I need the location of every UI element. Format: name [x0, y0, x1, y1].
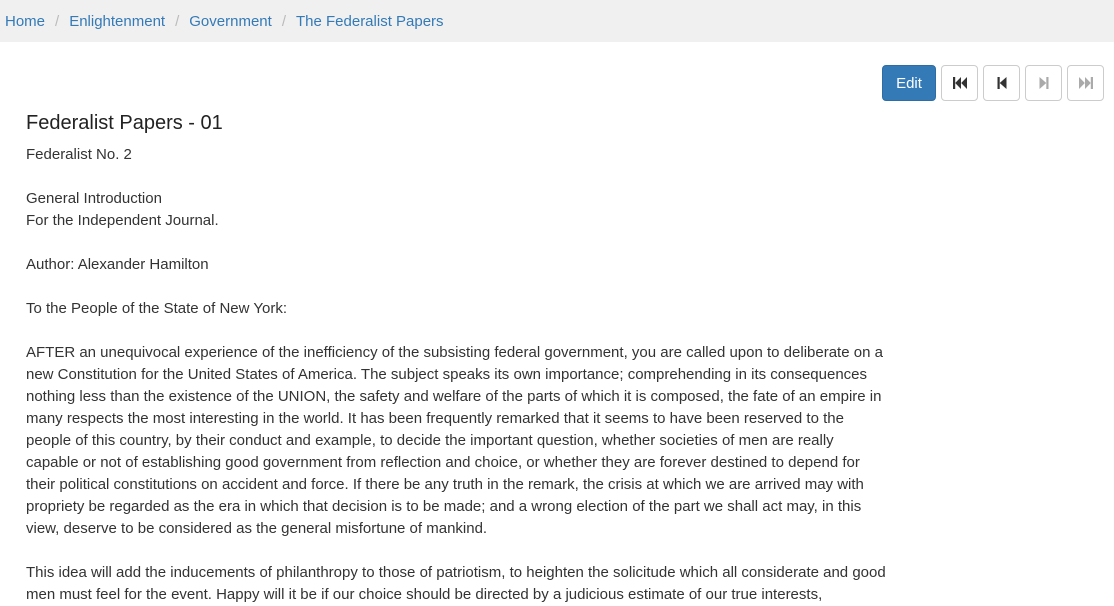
- skip-to-last-icon: [1078, 76, 1094, 90]
- breadcrumb-separator: /: [175, 12, 180, 30]
- paragraph-line: view, deserve to be considered as the general misfortune of mankind.: [26, 520, 488, 537]
- paragraph-line: This idea will add the inducements of philanthropy to those of patriotism, to heighten the solicitude which all considerate and good: [26, 564, 886, 581]
- paragraph-line: people of this country, by their conduct and example, to decide the important question, whether societies of men are really: [26, 432, 834, 449]
- breadcrumb-government[interactable]: Government: [189, 12, 272, 30]
- previous-page-button[interactable]: [983, 65, 1020, 101]
- document-content: [26, 110, 906, 606]
- author-line: Author: Alexander Hamilton: [26, 256, 209, 273]
- breadcrumb-enlightenment[interactable]: Enlightenment: [69, 12, 166, 30]
- paragraph-line: new Constitution for the United States of America. The subject speaks its own importance; comprehending in its consequences: [26, 366, 868, 383]
- intro-line: General Introduction: [26, 190, 162, 207]
- last-page-button[interactable]: [1067, 65, 1104, 101]
- paragraph-line: propriety be regarded as the era in which that decision is to be made; and a wrong election of the part we shall act may, in this: [26, 498, 862, 515]
- breadcrumb-federalist-papers[interactable]: The Federalist Papers: [295, 12, 444, 30]
- skip-to-first-icon: [952, 76, 968, 90]
- breadcrumb-separator: /: [281, 12, 286, 30]
- paragraph-line: many respects the most interesting in the world. It has been frequently remarked that it seems to have been reserved to the: [26, 410, 844, 427]
- next-page-button[interactable]: [1025, 65, 1062, 101]
- first-page-button[interactable]: [941, 65, 978, 101]
- breadcrumb: [0, 0, 1114, 42]
- page-title: Federalist Papers - 01: [26, 112, 223, 134]
- paragraph-line: nothing less than the existence of the UNION, the safety and welfare of the parts of which it is composed, the fate of an empire in: [26, 388, 882, 405]
- paragraph-line: men must feel for the event. Happy will it be if our choice should be directed by a judicious estimate of our true interests,: [26, 586, 823, 603]
- paragraph-line: capable or not of establishing good government from reflection and choice, or whether they are forever destined to depend for: [26, 454, 860, 471]
- step-forward-icon: [1038, 76, 1050, 90]
- step-backward-icon: [996, 76, 1008, 90]
- intro-line: For the Independent Journal.: [26, 212, 219, 229]
- breadcrumb-home[interactable]: Home: [5, 12, 46, 30]
- edit-button[interactable]: Edit: [882, 65, 936, 101]
- paragraph: [26, 562, 906, 606]
- breadcrumb-separator: /: [55, 12, 60, 30]
- paragraph: [26, 342, 906, 540]
- salutation: To the People of the State of New York:: [26, 300, 288, 317]
- document-subtitle: Federalist No. 2: [26, 146, 132, 163]
- document-body: [26, 144, 906, 606]
- document-toolbar: [882, 65, 1104, 101]
- paragraph-line: their political constitutions on accident and force. If there be any truth in the remark, the crisis at which we are arrived may with: [26, 476, 864, 493]
- paragraph-line: AFTER an unequivocal experience of the inefficiency of the subsisting federal government, you are called upon to deliberate on a: [26, 344, 883, 361]
